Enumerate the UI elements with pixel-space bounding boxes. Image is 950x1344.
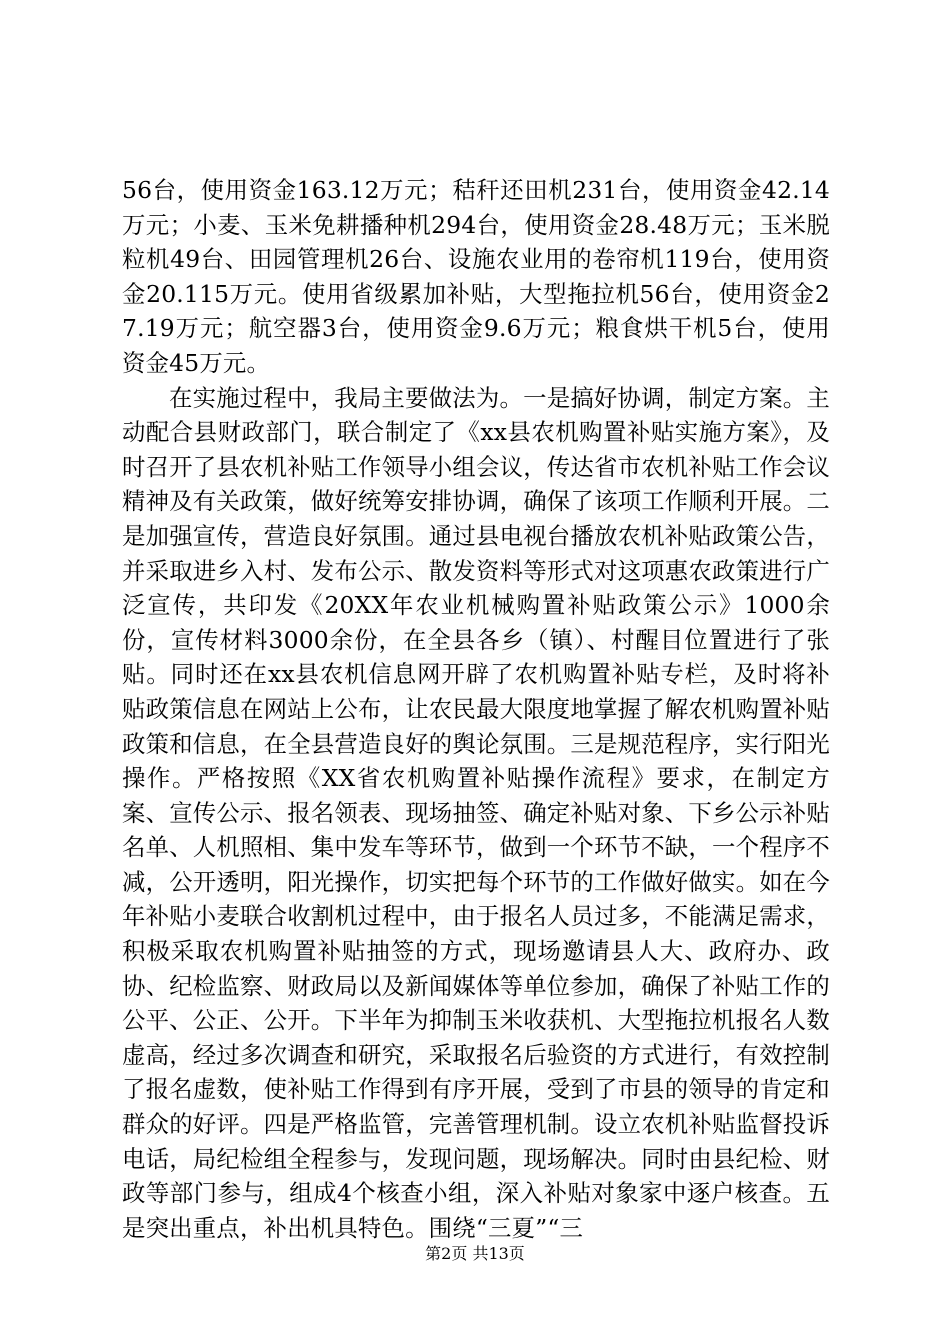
paragraph-continued: 56台，使用资金163.12万元；秸秆还田机231台，使用资金42.14万元；小麦、玉米免耕播种机294台，使用资金28.48万元；玉米脱粒机49台、田园管理机26台、设施农业用的卷帘机119台，使用资金20.115万元。使用省级累加补贴，大型拖拉机56台，使用资金27.19万元；航空器3台，使用资金9.6万元；粮食烘干机5台，使用资金45万元。 bbox=[122, 176, 830, 377]
page-number: 第2页 共13页 bbox=[425, 1244, 525, 1263]
paragraph-implementation: 在实施过程中，我局主要做法为。一是搞好协调，制定方案。主动配合县财政部门，联合制定了《xx县农机购置补贴实施方案》，及时召开了县农机补贴工作领导小组会议，传达省市农机补贴工作会议精神及有关政策，做好统筹安排协调，确保了该项工作顺利开展。二是加强宣传，营造良好氛围。通过县电视台播放农机补贴政策公告，并采取进乡入村、发布公示、散发资料等形式对这项惠农政策进行广泛宣传，共印发《20XX年农业机械购置补贴政策公示》1000余份，宣传材料3000余份，在全县各乡（镇）、村醒目位置进行了张贴。同时还在xx县农机信息网开辟了农机购置补贴专栏，及时将补贴政策信息在网站上公布，让农民最大限度地掌握了解农机购置补贴政策和信息，在全县营造良好的舆论氛围。三是规范程序，实行阳光操作。严格按照《XX省农机购置补贴操作流程》要求，在制定方案、宣传公示、报名领表、现场抽签、确定补贴对象、下乡公示补贴名单、人机照相、集中发车等环节，做到一个环节不缺，一个程序不减，公开透明，阳光操作，切实把每个环节的工作做好做实。如在今年补贴小麦联合收割机过程中，由于报名人员过多，不能满足需求，积极采取农机购置补贴抽签的方式，现场邀请县人大、政府办、政协、纪检监察、财政局以及新闻媒体等单位参加，确保了补贴工作的公平、公正、公开。下半年为抑制玉米收获机、大型拖拉机报名人数虚高，经过多次调查和研究，采取报名后验资的方式进行，有效控制了报名虚数，使补贴工作得到有序开展，受到了市县的领导的肯定和群众的好评。四是严格监管，完善管理机制。设立农机补贴监督投诉电话，局纪检组全程参与，发现问题，现场解决。同时由县纪检、财政等部门参与，组成4个核查小组，深入补贴对象家中逐户核查。五是突出重点，补出机具特色。围绕“三夏”“三 bbox=[122, 383, 830, 1242]
document-body bbox=[122, 173, 830, 1245]
page-footer bbox=[0, 1244, 950, 1264]
